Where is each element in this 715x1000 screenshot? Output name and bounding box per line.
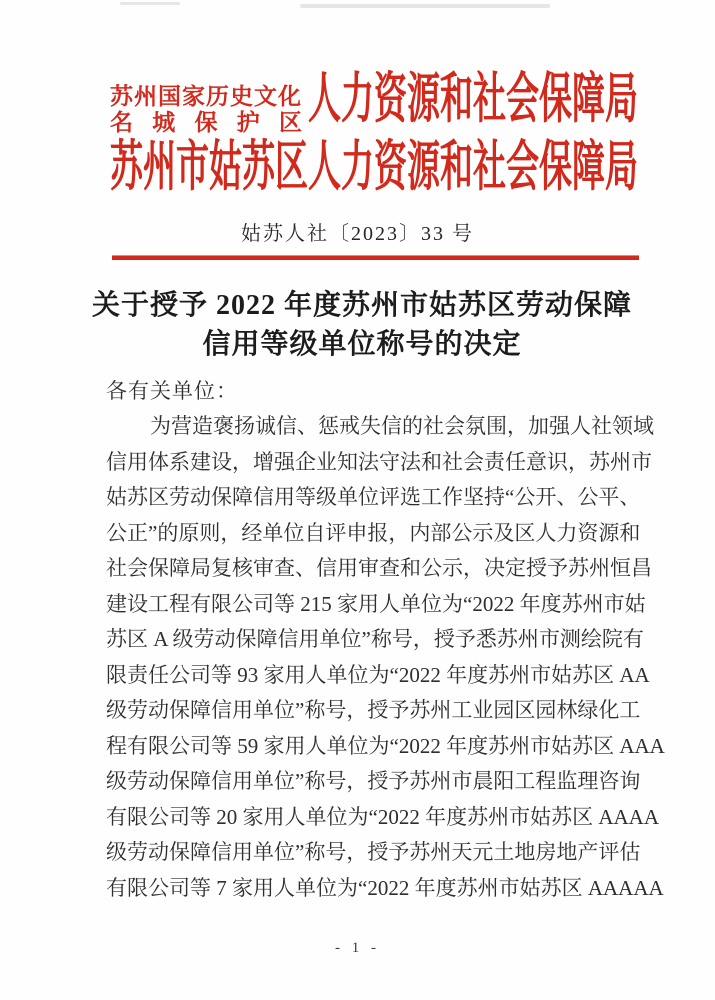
body-text-line: 公正”的原则，经单位自评申报，内部公示及区人力资源和 [106,520,641,545]
letterhead-left-line2: 名城保护区 [110,110,302,135]
body-text-line: 有限公司等 20 家用人单位为“2022 年度苏州市姑苏区 AAAA [106,804,659,829]
scan-artifact [300,4,550,8]
body-text-line: 有限公司等 7 家用人单位为“2022 年度苏州市姑苏区 AAAAA [106,875,664,900]
body-paragraph [106,409,665,906]
letterhead-agency-name-line1: 人力资源和社会保障局 [308,70,638,131]
document-title-line2: 信用等级单位称号的决定 [202,329,522,360]
document-number: 姑苏人社〔2023〕33 号 [241,223,474,245]
salutation: 各有关单位： [106,379,238,403]
body-text-line: 建设工程有限公司等 215 家用人单位为“2022 年度苏州市姑 [106,591,646,616]
letterhead-left-line1: 苏州国家历史文化 [110,84,302,109]
body-text-line: 信用体系建设，增强企业知法守法和社会责任意识，苏州市 [106,449,652,474]
letterhead-divider-line [112,256,639,260]
body-text-line: 级劳动保障信用单位”称号，授予苏州市晨阳工程监理咨询 [106,769,641,793]
document-title [88,286,636,364]
body-text-line: 级劳动保障信用单位”称号，授予苏州天元土地房地产评估 [106,840,641,864]
body-text-line: 姑苏区劳动保障信用等级单位评选工作坚持“公开、公平、 [106,485,641,509]
page-number: - 1 - [335,940,380,956]
scan-artifact [120,2,180,5]
letterhead-agency-name-line2: 苏州市姑苏区人力资源和社会保障局 [110,138,638,199]
body-text-line: 苏区 A 级劳动保障信用单位”称号，授予悉苏州市测绘院有 [106,627,644,651]
body-text-line: 为营造褒扬诚信、惩戒失信的社会氛围，加强人社领域 [150,414,654,438]
body-text-line: 程有限公司等 59 家用人单位为“2022 年度苏州市姑苏区 AAA [106,733,665,758]
letterhead-left-block [110,84,302,136]
body-text-line: 级劳动保障信用单位”称号，授予苏州工业园区园林绿化工 [106,698,641,722]
body-text-line: 限责任公司等 93 家用人单位为“2022 年度苏州市姑苏区 AA [106,662,650,687]
body-text-line: 社会保障局复核审查、信用审查和公示，决定授予苏州恒昌 [106,556,652,580]
document-title-line1: 关于授予 2022 年度苏州市姑苏区劳动保障 [91,290,632,321]
